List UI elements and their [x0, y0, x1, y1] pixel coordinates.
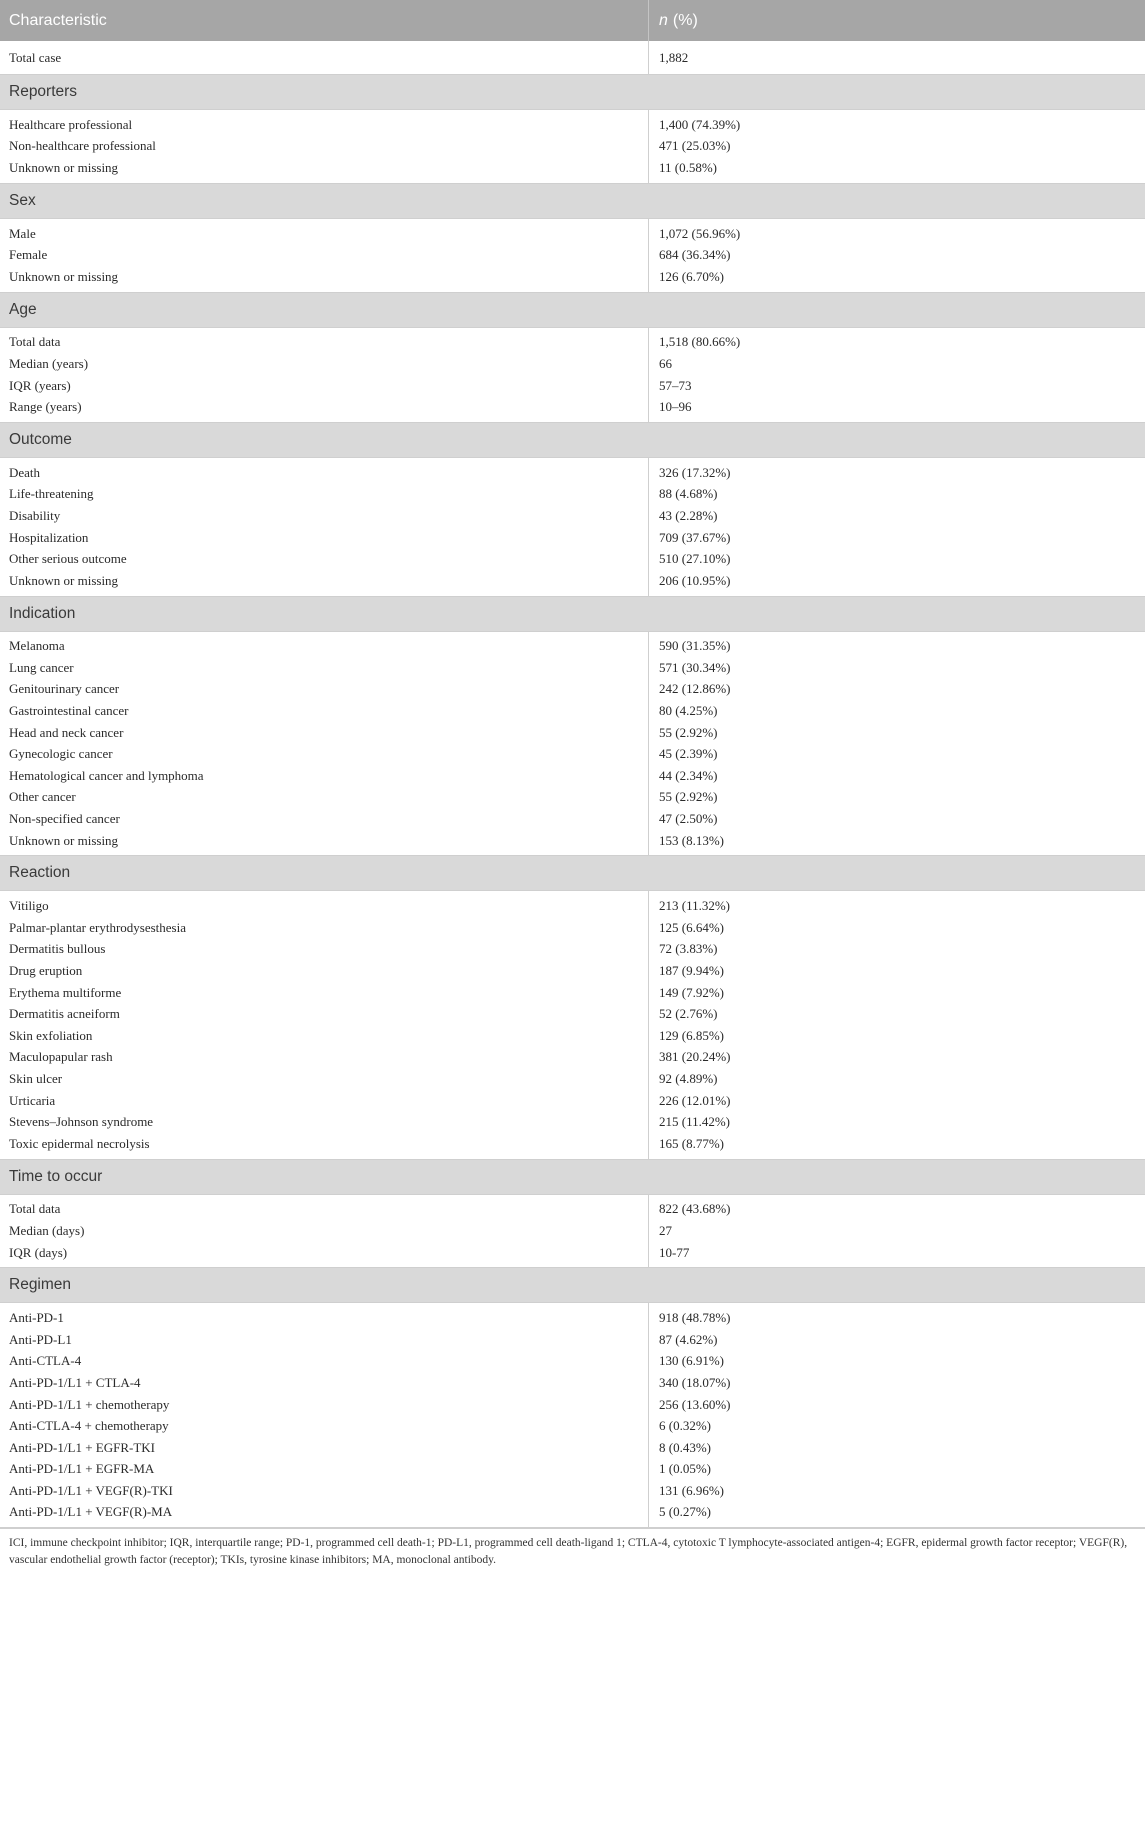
row-value: 471 (25.03%)	[659, 138, 731, 154]
table-row	[0, 1351, 1145, 1373]
row-value: 590 (31.35%)	[659, 638, 731, 654]
row-label: Total data	[9, 1201, 61, 1217]
row-label: Anti-PD-1/L1 + VEGF(R)-TKI	[9, 1482, 173, 1498]
row-value: 215 (11.42%)	[659, 1114, 731, 1130]
table-row	[0, 1199, 1145, 1221]
table-row	[0, 808, 1145, 830]
row-label: Unknown or missing	[9, 268, 119, 284]
row-label: Anti-CTLA-4 + chemotherapy	[9, 1418, 169, 1434]
row-label: Total data	[9, 334, 61, 350]
row-label: Toxic epidermal necrolysis	[9, 1135, 150, 1151]
row-label: Dermatitis acneiform	[9, 1006, 120, 1022]
row-value: 213 (11.32%)	[659, 898, 731, 914]
row-value: 87 (4.62%)	[659, 1331, 718, 1347]
row-value: 822 (43.68%)	[659, 1201, 731, 1217]
row-value: 340 (18.07%)	[659, 1374, 731, 1390]
table-row	[0, 722, 1145, 744]
section-title-time-to-occur: Time to occur	[0, 1160, 1145, 1195]
row-value: 126 (6.70%)	[659, 268, 724, 284]
row-label: Non-specified cancer	[9, 811, 120, 827]
table-row	[0, 1025, 1145, 1047]
header-percent: (%)	[672, 11, 698, 29]
section-block-time-to-occur	[0, 1195, 1145, 1269]
row-value: 52 (2.76%)	[659, 1006, 718, 1022]
row-label: Healthcare professional	[9, 116, 133, 132]
table-row	[0, 743, 1145, 765]
row-value: 1,400 (74.39%)	[659, 116, 741, 132]
header-n-percent	[649, 0, 698, 41]
row-value: 918 (48.78%)	[659, 1310, 731, 1326]
row-label: Anti-PD-1/L1 + CTLA-4	[9, 1374, 141, 1390]
row-value: 92 (4.89%)	[659, 1070, 718, 1086]
row-value: 125 (6.64%)	[659, 919, 724, 935]
table-row	[0, 636, 1145, 658]
row-label: Hospitalization	[9, 529, 89, 545]
row-label: Gastrointestinal cancer	[9, 703, 129, 719]
row-value: 45 (2.39%)	[659, 746, 718, 762]
row-value: 72 (3.83%)	[659, 941, 718, 957]
row-value: 88 (4.68%)	[659, 486, 718, 502]
row-label: Palmar-plantar erythrodysesthesia	[9, 919, 186, 935]
table-row	[0, 765, 1145, 787]
table-row	[0, 939, 1145, 961]
table-row	[0, 657, 1145, 679]
row-label: Melanoma	[9, 638, 65, 654]
section-block-outcome	[0, 458, 1145, 597]
table-row	[0, 700, 1145, 722]
table-header-row	[0, 0, 1145, 41]
row-label: Other cancer	[9, 789, 76, 805]
row-label: Male	[9, 225, 36, 241]
header-characteristic: Characteristic	[0, 0, 649, 41]
table-row	[0, 114, 1145, 136]
row-label: Death	[9, 464, 41, 480]
section-block-regimen	[0, 1303, 1145, 1528]
section-title-sex: Sex	[0, 184, 1145, 219]
table-row	[0, 505, 1145, 527]
row-value: 6 (0.32%)	[659, 1418, 711, 1434]
row-label: Anti-PD-1/L1 + EGFR-MA	[9, 1461, 155, 1477]
row-value: 80 (4.25%)	[659, 703, 718, 719]
table-row	[0, 136, 1145, 158]
row-value: 1,518 (80.66%)	[659, 334, 741, 350]
table-row	[0, 1459, 1145, 1481]
row-value: 5 (0.27%)	[659, 1504, 711, 1520]
table-row	[0, 396, 1145, 418]
row-value: 55 (2.92%)	[659, 789, 718, 805]
table-row	[0, 1394, 1145, 1416]
table-row	[0, 1372, 1145, 1394]
table-row	[0, 960, 1145, 982]
table-row	[0, 484, 1145, 506]
table-row	[0, 244, 1145, 266]
row-label: Gynecologic cancer	[9, 746, 113, 762]
row-value: 165 (8.77%)	[659, 1135, 724, 1151]
row-label: Urticaria	[9, 1092, 56, 1108]
row-value: 242 (12.86%)	[659, 681, 731, 697]
row-label: Range (years)	[9, 399, 82, 415]
table-row	[0, 570, 1145, 592]
table-row	[0, 1437, 1145, 1459]
row-value: 130 (6.91%)	[659, 1353, 724, 1369]
row-label: Unknown or missing	[9, 159, 119, 175]
row-value: 1,072 (56.96%)	[659, 225, 741, 241]
table-row	[0, 1090, 1145, 1112]
table-row	[0, 1329, 1145, 1351]
section-title-age: Age	[0, 293, 1145, 328]
table-row	[0, 1307, 1145, 1329]
table-row	[0, 157, 1145, 179]
row-value: 8 (0.43%)	[659, 1439, 711, 1455]
table-row	[0, 982, 1145, 1004]
section-block-indication	[0, 632, 1145, 857]
row-value: 187 (9.94%)	[659, 963, 724, 979]
row-label: Maculopapular rash	[9, 1049, 113, 1065]
row-label: Skin exfoliation	[9, 1027, 93, 1043]
section-block-age	[0, 328, 1145, 423]
section-block-reporters	[0, 110, 1145, 184]
row-value: 149 (7.92%)	[659, 984, 724, 1000]
table-row	[0, 1220, 1145, 1242]
row-value: 226 (12.01%)	[659, 1092, 731, 1108]
row-label: Lung cancer	[9, 659, 74, 675]
row-value: 129 (6.85%)	[659, 1027, 724, 1043]
table-row	[0, 787, 1145, 809]
table-row	[0, 1242, 1145, 1264]
table-row	[0, 679, 1145, 701]
row-value: 1 (0.05%)	[659, 1461, 711, 1477]
row-label: Anti-PD-1/L1 + chemotherapy	[9, 1396, 170, 1412]
table-row	[0, 1047, 1145, 1069]
total-case-value: 1,882	[659, 49, 689, 65]
row-value: 153 (8.13%)	[659, 832, 724, 848]
row-label: Unknown or missing	[9, 572, 119, 588]
row-label: Hematological cancer and lymphoma	[9, 767, 204, 783]
row-value: 11 (0.58%)	[659, 159, 718, 175]
row-label: Anti-PD-1/L1 + EGFR-TKI	[9, 1439, 155, 1455]
row-label: Disability	[9, 507, 61, 523]
row-label: Non-healthcare professional	[9, 138, 156, 154]
row-value: 326 (17.32%)	[659, 464, 731, 480]
row-label: Stevens–Johnson syndrome	[9, 1114, 154, 1130]
row-label: Anti-PD-L1	[9, 1331, 72, 1347]
row-value: 684 (36.34%)	[659, 247, 731, 263]
row-label: Vitiligo	[9, 898, 49, 914]
row-label: Other serious outcome	[9, 551, 127, 567]
table-row	[0, 548, 1145, 570]
section-title-reporters: Reporters	[0, 75, 1145, 110]
row-value: 47 (2.50%)	[659, 811, 718, 827]
table-row	[0, 1480, 1145, 1502]
row-value: 57–73	[659, 377, 692, 393]
table-row	[0, 375, 1145, 397]
table-row	[0, 917, 1145, 939]
table-footnote: ICI, immune checkpoint inhibitor; IQR, interquartile range; PD-1, programmed cell death-1; PD-L1, programmed cell death-ligand 1; CTLA-4, cytotoxic T lymphocyte-associated antigen-4; EGFR, epidermal growth factor receptor; VEGF(R), vascular endothelial growth factor (receptor); TKIs, tyrosine kinase inhibitors; MA, monoclonal antibody.	[9, 1537, 1128, 1567]
table-row	[0, 1415, 1145, 1437]
row-label: Erythema multiforme	[9, 984, 122, 1000]
section-title-indication: Indication	[0, 597, 1145, 632]
table-row	[0, 266, 1145, 288]
row-label: IQR (years)	[9, 377, 71, 393]
row-label: Genitourinary cancer	[9, 681, 120, 697]
row-value: 44 (2.34%)	[659, 767, 718, 783]
row-label: Dermatitis bullous	[9, 941, 106, 957]
section-title-reaction: Reaction	[0, 856, 1145, 891]
row-value: 709 (37.67%)	[659, 529, 731, 545]
total-case-row	[0, 41, 1145, 75]
table-row	[0, 830, 1145, 852]
row-label: Head and neck cancer	[9, 724, 124, 740]
row-label: Life-threatening	[9, 486, 94, 502]
row-label: Median (days)	[9, 1222, 85, 1238]
table-row	[0, 527, 1145, 549]
row-label: Anti-CTLA-4	[9, 1353, 82, 1369]
row-value: 571 (30.34%)	[659, 659, 731, 675]
row-value: 131 (6.96%)	[659, 1482, 724, 1498]
table-row	[0, 1003, 1145, 1025]
row-value: 10-77	[659, 1244, 690, 1260]
table-row	[0, 1133, 1145, 1155]
row-value: 27	[659, 1222, 672, 1238]
table-row	[0, 1111, 1145, 1133]
row-value: 66	[659, 355, 672, 371]
total-case-label: Total case	[0, 41, 649, 74]
row-label: Unknown or missing	[9, 832, 119, 848]
row-label: Female	[9, 247, 48, 263]
table-row	[0, 462, 1145, 484]
header-n: n	[659, 11, 668, 29]
row-value: 256 (13.60%)	[659, 1396, 731, 1412]
row-value: 10–96	[659, 399, 692, 415]
row-label: Median (years)	[9, 355, 89, 371]
row-label: IQR (days)	[9, 1244, 68, 1260]
section-block-sex	[0, 219, 1145, 293]
table-row	[0, 1068, 1145, 1090]
section-title-regimen: Regimen	[0, 1268, 1145, 1303]
row-label: Skin ulcer	[9, 1070, 63, 1086]
section-block-reaction	[0, 891, 1145, 1159]
row-label: Anti-PD-1/L1 + VEGF(R)-MA	[9, 1504, 173, 1520]
row-value: 510 (27.10%)	[659, 551, 731, 567]
table-row	[0, 1502, 1145, 1524]
table-row	[0, 895, 1145, 917]
table-row	[0, 223, 1145, 245]
table-row	[0, 332, 1145, 354]
row-label: Drug eruption	[9, 963, 83, 979]
row-value: 381 (20.24%)	[659, 1049, 731, 1065]
row-value: 55 (2.92%)	[659, 724, 718, 740]
row-value: 206 (10.95%)	[659, 572, 731, 588]
table-sections	[0, 75, 1145, 1528]
row-label: Anti-PD-1	[9, 1310, 64, 1326]
table-row	[0, 353, 1145, 375]
section-title-outcome: Outcome	[0, 423, 1145, 458]
row-value: 43 (2.28%)	[659, 507, 718, 523]
